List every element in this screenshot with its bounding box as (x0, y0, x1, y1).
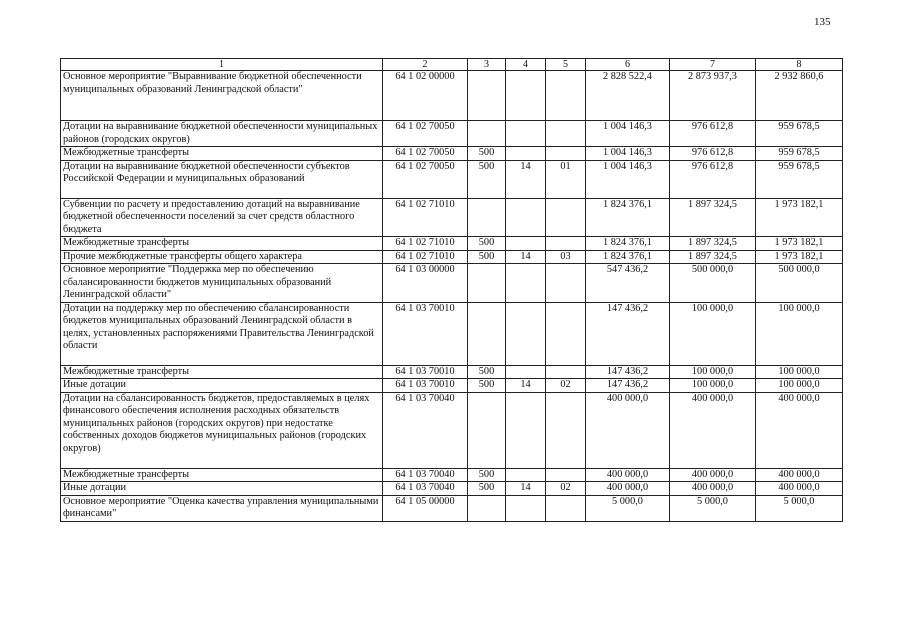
table-row (61, 237, 843, 251)
row-pr-cell (546, 468, 586, 482)
row-value-col7: 400 000,0 (670, 392, 756, 468)
header-cell: 6 (586, 59, 670, 71)
row-code-cell: 64 1 02 70050 (383, 147, 468, 161)
row-value-col7: 976 612,8 (670, 160, 756, 198)
row-kvr-cell (468, 264, 506, 303)
row-value-col7: 976 612,8 (670, 147, 756, 161)
row-rz-cell: 14 (506, 250, 546, 264)
row-name-cell: Субвенции по расчету и предоставлению дотаций на выравнивание бюджетной обеспеченности поселений за счет средств областного бюджета (61, 198, 383, 237)
row-name-cell: Дотации на выравнивание бюджетной обеспеченности муниципальных районов (городских округов) (61, 121, 383, 147)
row-code-cell: 64 1 02 71010 (383, 250, 468, 264)
row-value-col6: 147 436,2 (586, 302, 670, 365)
row-value-col7: 976 612,8 (670, 121, 756, 147)
row-rz-cell (506, 365, 546, 379)
row-code-cell: 64 1 05 00000 (383, 495, 468, 521)
row-name-cell: Иные дотации (61, 379, 383, 393)
row-value-col7: 100 000,0 (670, 379, 756, 393)
row-value-col8: 1 973 182,1 (756, 198, 843, 237)
row-pr-cell (546, 365, 586, 379)
table-row (61, 198, 843, 237)
row-value-col8: 400 000,0 (756, 482, 843, 496)
row-value-col8: 100 000,0 (756, 379, 843, 393)
row-pr-cell: 01 (546, 160, 586, 198)
header-cell: 7 (670, 59, 756, 71)
table-row (61, 121, 843, 147)
row-rz-cell (506, 264, 546, 303)
row-name-cell: Межбюджетные трансферты (61, 237, 383, 251)
row-name-cell: Межбюджетные трансферты (61, 468, 383, 482)
row-value-col6: 1 824 376,1 (586, 237, 670, 251)
row-value-col6: 147 436,2 (586, 365, 670, 379)
budget-table (60, 58, 843, 522)
row-pr-cell (546, 392, 586, 468)
header-cell: 2 (383, 59, 468, 71)
row-pr-cell (546, 121, 586, 147)
table-row (61, 302, 843, 365)
row-value-col8: 400 000,0 (756, 468, 843, 482)
row-pr-cell (546, 198, 586, 237)
table-row (61, 468, 843, 482)
row-value-col8: 100 000,0 (756, 365, 843, 379)
header-cell: 4 (506, 59, 546, 71)
row-value-col7: 2 873 937,3 (670, 71, 756, 121)
row-rz-cell: 14 (506, 160, 546, 198)
row-value-col8: 2 932 860,6 (756, 71, 843, 121)
row-rz-cell (506, 495, 546, 521)
header-cell: 1 (61, 59, 383, 71)
row-value-col7: 400 000,0 (670, 482, 756, 496)
row-rz-cell (506, 198, 546, 237)
row-value-col6: 1 004 146,3 (586, 160, 670, 198)
row-value-col8: 400 000,0 (756, 392, 843, 468)
row-value-col7: 1 897 324,5 (670, 250, 756, 264)
row-pr-cell (546, 237, 586, 251)
header-row (61, 59, 843, 71)
table-row (61, 250, 843, 264)
row-value-col6: 400 000,0 (586, 392, 670, 468)
row-code-cell: 64 1 03 00000 (383, 264, 468, 303)
table-row (61, 264, 843, 303)
row-pr-cell: 02 (546, 379, 586, 393)
row-value-col8: 959 678,5 (756, 160, 843, 198)
row-value-col8: 100 000,0 (756, 302, 843, 365)
row-value-col6: 1 824 376,1 (586, 198, 670, 237)
row-pr-cell (546, 302, 586, 365)
row-rz-cell (506, 121, 546, 147)
row-code-cell: 64 1 03 70010 (383, 379, 468, 393)
row-rz-cell (506, 392, 546, 468)
row-value-col7: 5 000,0 (670, 495, 756, 521)
table-row (61, 160, 843, 198)
row-kvr-cell (468, 121, 506, 147)
row-code-cell: 64 1 03 70040 (383, 482, 468, 496)
row-value-col7: 500 000,0 (670, 264, 756, 303)
row-name-cell: Дотации на поддержку мер по обеспечению сбалансированности бюджетов муниципальных образований Ленинградской области в целях, установленных распоряжениями Правительства Ленинградской области (61, 302, 383, 365)
table-row (61, 379, 843, 393)
row-kvr-cell: 500 (468, 250, 506, 264)
row-code-cell: 64 1 03 70010 (383, 302, 468, 365)
row-value-col8: 959 678,5 (756, 121, 843, 147)
row-kvr-cell: 500 (468, 147, 506, 161)
row-rz-cell (506, 237, 546, 251)
row-code-cell: 64 1 02 70050 (383, 160, 468, 198)
row-pr-cell: 02 (546, 482, 586, 496)
row-name-cell: Межбюджетные трансферты (61, 365, 383, 379)
row-value-col6: 1 824 376,1 (586, 250, 670, 264)
table-row (61, 482, 843, 496)
row-value-col6: 400 000,0 (586, 468, 670, 482)
row-value-col6: 2 828 522,4 (586, 71, 670, 121)
row-value-col7: 1 897 324,5 (670, 198, 756, 237)
row-value-col8: 1 973 182,1 (756, 250, 843, 264)
row-code-cell: 64 1 03 70040 (383, 468, 468, 482)
row-value-col8: 5 000,0 (756, 495, 843, 521)
row-pr-cell (546, 71, 586, 121)
row-name-cell: Основное мероприятие "Оценка качества управления муниципальными финансами" (61, 495, 383, 521)
header-cell: 8 (756, 59, 843, 71)
row-kvr-cell (468, 302, 506, 365)
row-value-col7: 400 000,0 (670, 468, 756, 482)
row-pr-cell (546, 147, 586, 161)
row-value-col7: 100 000,0 (670, 365, 756, 379)
row-value-col8: 959 678,5 (756, 147, 843, 161)
row-code-cell: 64 1 02 70050 (383, 121, 468, 147)
row-rz-cell: 14 (506, 482, 546, 496)
row-kvr-cell: 500 (468, 160, 506, 198)
row-pr-cell (546, 495, 586, 521)
row-kvr-cell (468, 198, 506, 237)
row-name-cell: Дотации на сбалансированность бюджетов, предоставляемых в целях финансового обеспечения исполнения расходных обязательств муниципальных районов (городских округов) при недостатке собственных доходов бюджетов муниципальных районов (городских округов) (61, 392, 383, 468)
row-value-col7: 100 000,0 (670, 302, 756, 365)
row-code-cell: 64 1 03 70010 (383, 365, 468, 379)
header-cell: 3 (468, 59, 506, 71)
row-code-cell: 64 1 02 71010 (383, 237, 468, 251)
row-name-cell: Иные дотации (61, 482, 383, 496)
row-rz-cell (506, 71, 546, 121)
row-kvr-cell (468, 71, 506, 121)
table-row (61, 147, 843, 161)
table-row (61, 495, 843, 521)
row-pr-cell: 03 (546, 250, 586, 264)
row-value-col6: 400 000,0 (586, 482, 670, 496)
row-rz-cell (506, 302, 546, 365)
row-name-cell: Основное мероприятие "Выравнивание бюджетной обеспеченности муниципальных образований Ленинградской области" (61, 71, 383, 121)
row-kvr-cell: 500 (468, 468, 506, 482)
row-name-cell: Межбюджетные трансферты (61, 147, 383, 161)
row-rz-cell (506, 468, 546, 482)
row-value-col7: 1 897 324,5 (670, 237, 756, 251)
row-value-col6: 5 000,0 (586, 495, 670, 521)
header-cell: 5 (546, 59, 586, 71)
row-value-col6: 147 436,2 (586, 379, 670, 393)
page-number: 135 (814, 16, 831, 28)
row-value-col8: 500 000,0 (756, 264, 843, 303)
row-kvr-cell (468, 392, 506, 468)
row-kvr-cell: 500 (468, 237, 506, 251)
row-value-col6: 547 436,2 (586, 264, 670, 303)
row-rz-cell: 14 (506, 379, 546, 393)
row-value-col6: 1 004 146,3 (586, 147, 670, 161)
row-kvr-cell: 500 (468, 365, 506, 379)
table-row (61, 71, 843, 121)
row-name-cell: Прочие межбюджетные трансферты общего характера (61, 250, 383, 264)
table-row (61, 392, 843, 468)
row-kvr-cell: 500 (468, 482, 506, 496)
row-code-cell: 64 1 02 71010 (383, 198, 468, 237)
row-kvr-cell: 500 (468, 379, 506, 393)
row-value-col8: 1 973 182,1 (756, 237, 843, 251)
row-pr-cell (546, 264, 586, 303)
row-name-cell: Дотации на выравнивание бюджетной обеспеченности субъектов Российской Федерации и муниципальных образований (61, 160, 383, 198)
row-rz-cell (506, 147, 546, 161)
row-value-col6: 1 004 146,3 (586, 121, 670, 147)
row-code-cell: 64 1 02 00000 (383, 71, 468, 121)
row-kvr-cell (468, 495, 506, 521)
row-code-cell: 64 1 03 70040 (383, 392, 468, 468)
row-name-cell: Основное мероприятие "Поддержка мер по обеспечению сбалансированности бюджетов муниципальных образований Ленинградской области" (61, 264, 383, 303)
table-row (61, 365, 843, 379)
